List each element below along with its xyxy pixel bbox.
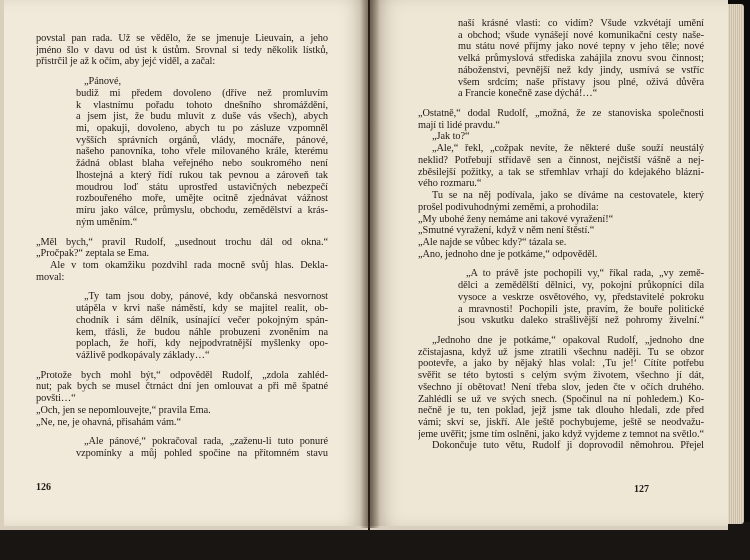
paragraph-gap [36, 428, 328, 436]
text-line: zběsilejší požitky, a tak se střemhlav vrhají do kdejakého blázni- [418, 166, 704, 178]
text-line: „Pročpak?“ zeptala se Ema. [36, 248, 150, 260]
text-line: svěřit se této bytosti s celým svým životem, všechno jí dát, [418, 370, 704, 382]
book-gutter [360, 0, 380, 528]
text-line: mu státu nové příjmy jako nové tepny v jeho těle; nové [458, 41, 704, 53]
left-page [0, 0, 368, 530]
text-line: naší krásné vlasti: co vidím? Všude vzkvétají umění [458, 18, 704, 29]
paragraph-gap [418, 260, 704, 268]
text-line: „Pánové, [84, 76, 122, 88]
right-page-number: 127 [634, 484, 649, 495]
text-line: „Ne, ne, je ohavná, přisahám vám.“ [36, 416, 181, 428]
text-line: „Smutné vyražení, když v něm není štěstí.“ [418, 225, 595, 237]
text-line: „Protože bych mohl být,“ odpověděl Rudolf, „zdola zahléd- [36, 369, 328, 381]
text-line: chodník i sám dělník, usínající večer pokojným spán- [76, 314, 328, 326]
text-line: moudrou loď státu uprostřed ustavičných nebezpečí [76, 181, 328, 193]
text-line: lhostejná a který řídí rukou tak pevnou a zároveň tak [76, 169, 328, 181]
text-line: kem, třásli, že budou náhle probuzeni zvoněním na [76, 326, 328, 338]
text-line: „Ale,“ řekl, „cožpak nevíte, že některé duše souží neustálý [432, 143, 704, 155]
text-line: „Měl bych,“ pravil Rudolf, „usednout trochu dál od okna.“ [36, 236, 328, 248]
text-line: a Francie konečně zase dýchá!…“ [458, 88, 598, 100]
text-line: vyšších správních orgánů, vlády, mocnáře, pánové, [76, 134, 328, 146]
text-line: poplach, že hoří, kdy nejpodvratnější myšlenky opo- [76, 338, 328, 350]
text-line: „Ale najde se vůbec kdy?“ tázala se. [418, 236, 567, 248]
text-line: a obchod; všude vynášejí nové komunikační cesty naše- [458, 29, 704, 41]
text-line: všem srdcím; naše přístavy jsou plné, oživá důvěra [458, 76, 704, 88]
left-page-text [36, 33, 328, 460]
text-line: našeho panovníka, toho vřele milovaného krále, kterému [76, 146, 328, 158]
text-line: jméno šlo v davu od úst k ústům. Srovnal si tedy několik lístků, [36, 44, 328, 56]
text-line: „Ano, jednoho dne je potkáme,“ odpověděl. [418, 248, 598, 260]
text-line: zčistajasna, když už jsme ztratili všechnu naději. Tu se obzor [418, 346, 704, 358]
text-line: „Och, jen se nepomlouvejte,“ pravila Ema. [36, 404, 211, 416]
text-line: jeme uvěřit; jsme tím oslněni, jako když vyjdeme z temnot na světlo.“ [418, 428, 704, 440]
text-line: pootevře, a jako by nějaký hlas volal: ‚Tu je!‘ Cítíte potřebu [418, 358, 704, 370]
text-line: mají ti lidé pravdu.“ [418, 119, 500, 131]
left-page-number: 126 [36, 482, 51, 493]
text-line: náboženství, pevnější než kdy jindy, usmívá se vstříc [458, 64, 704, 76]
text-line: mi, opakuji, dovoleno, abych tu po zásluze vzpomněl [76, 123, 328, 135]
text-line: Ale v tom okamžiku pozdvihl rada mocně svůj hlas. Dekla- [50, 259, 328, 271]
text-line: „Jak to?“ [432, 131, 470, 143]
text-line: všechno jí obětovat! Není třeba slov, jeden čte v očích druhého. [418, 381, 704, 393]
text-line: k vlastnímu pořadu tohoto dnešního shromáždění, [76, 99, 328, 111]
text-line: utápěla v krvi naše náměstí, kdy se majitel realit, ob- [76, 303, 328, 315]
text-line: moval: [36, 271, 65, 283]
text-line: nut; pak bych se musel čtrnáct dní jen omlouvat a při mě špatné [36, 381, 328, 393]
text-line: „Jednoho dne je potkáme,“ opakoval Rudolf, „jednoho dne [432, 334, 704, 346]
text-line: Zahlédli se už ve svých snech. (Spočinul na ní pohledem.) Ko- [418, 393, 704, 405]
text-line: „Ty tam jsou doby, pánové, kdy občanská nesvornost [84, 291, 328, 303]
text-line: nečně je tu, ten poklad, jejž jsme tak dlouho hledali, zde před [418, 405, 704, 417]
text-line: dělci a zemědělští dělníci, vy, pokojní průkopníci díla [458, 280, 704, 292]
text-line: Dokončuje tuto větu, Rudolf ji doprovodil němohrou. Přejel [432, 440, 704, 452]
text-line: žádná oblast blaha veřejného nebo soukromého není [76, 158, 328, 170]
text-line: „Ale pánové,“ pokračoval rada, „zaženu-li tuto ponuré [84, 436, 328, 448]
page-edge [0, 0, 4, 528]
text-line: „A to právě jste pochopili vy,“ říkal rada, „vy země- [466, 268, 704, 280]
text-line: povstal pan rada. Už se vědělo, že se jmenuje Lieuvain, a jeho [36, 33, 328, 44]
text-line: přistrčil je až k očím, aby jejć viděl, a začal: [36, 56, 216, 68]
book-fore-edge [728, 4, 744, 524]
text-line: ným uměním.“ [76, 216, 138, 228]
text-line: jsou vskutku daleko strašlivější než pohromy živelní.“ [458, 315, 704, 327]
text-line: velká průmyslová střediska zahájila znovu svou činnost; [458, 53, 704, 65]
paragraph-gap [418, 327, 704, 335]
text-line: prošel podivuhodnými zeměmi, a prohodila: [418, 201, 599, 213]
paragraph-gap [36, 68, 328, 76]
paragraph-gap [36, 362, 328, 370]
right-page [370, 0, 728, 530]
text-line: míru jako válce, průmyslu, obchodu, zemědělství a krás- [76, 205, 328, 217]
text-line: neklid? Potřebují střídavě sen a činnost, nejčistší vášně a nej- [418, 154, 704, 166]
paragraph-gap [36, 229, 328, 237]
text-line: vámi; skví se, jiskří. Ale ještě pochybujeme, ještě se neodvažu- [418, 417, 704, 428]
text-line: „My ubohé ženy nemáme ani takové vyražení!“ [418, 213, 614, 225]
text-line: vého rozmaru.“ [418, 178, 482, 190]
paragraph-gap [418, 100, 704, 108]
text-line: a mravnosti! Pochopili jste, pravím, že bouře politické [458, 303, 704, 315]
text-line: „Ostatně,“ dodal Rudolf, „možná, že ze stanoviska společnosti [418, 108, 704, 120]
text-line: budiž mi předem dovoleno (dříve než promluvím [76, 87, 328, 99]
text-line: rozbouřeného moře, umějte ocitně zjednávat vážnost [76, 193, 328, 205]
text-line: Tu se na něj podívala, jako se díváme na cestovatele, který [432, 190, 704, 202]
paragraph-gap [36, 283, 328, 291]
text-line: vážlivě podkopávaly základy…“ [76, 349, 210, 361]
text-line: a jsem jist, že budu mluvit z duše vás všech), abych [76, 111, 328, 123]
right-page-text [418, 18, 704, 452]
text-line: vysoce a veskrze osvětového, vy, představitelé pokroku [458, 291, 704, 303]
text-line: vzpomínky a můj pohled spočine na přítomném stavu [76, 448, 328, 459]
text-line: povšti…“ [36, 393, 76, 405]
